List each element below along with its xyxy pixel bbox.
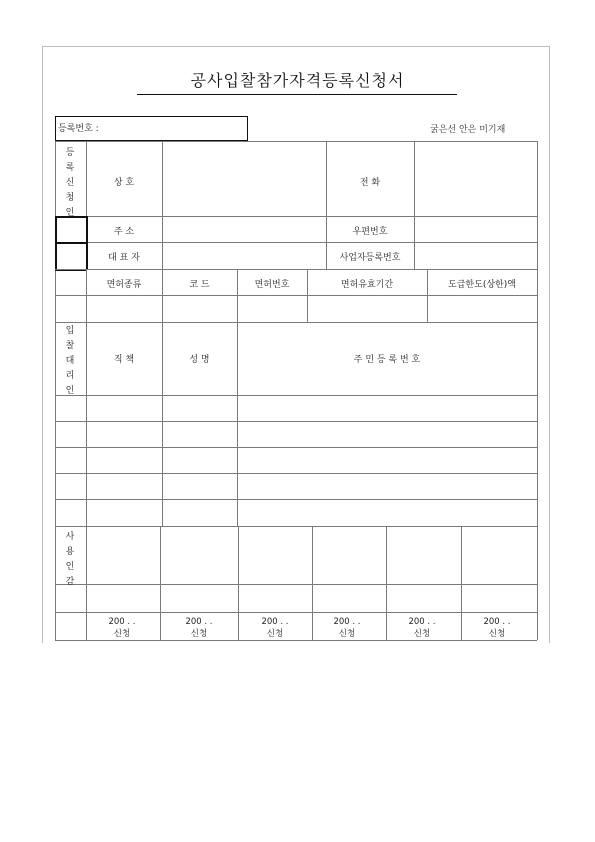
grid-line	[55, 295, 537, 296]
agent-resident-no-header: 주 민 등 록 번 호	[353, 355, 421, 365]
seal-label-char: 감	[65, 577, 75, 587]
agent-position-header: 직 책	[113, 355, 135, 365]
seal-apply: 신청	[413, 629, 431, 639]
grid-line	[55, 526, 537, 527]
grid-line	[55, 141, 537, 142]
grid-line	[312, 526, 313, 640]
grid-line	[55, 499, 537, 500]
seal-date: 200 . .	[108, 617, 136, 627]
representative-label: 대 표 자	[108, 253, 140, 263]
seal-apply: 신청	[338, 629, 356, 639]
seal-date-cell	[467, 617, 527, 639]
license-number-header: 면허번호	[254, 280, 290, 290]
seal-apply: 신청	[266, 629, 284, 639]
seal-apply: 신청	[113, 629, 131, 639]
grid-line	[55, 473, 537, 474]
grid-line	[86, 216, 537, 217]
seal-date-cell	[392, 617, 452, 639]
applicant-label-char: 록	[65, 163, 75, 173]
applicant-label-char: 청	[65, 193, 75, 203]
grid-line	[55, 216, 57, 269]
seal-apply: 신청	[190, 629, 208, 639]
grid-line	[55, 395, 537, 396]
seal-date-cell	[245, 617, 305, 639]
grid-line	[386, 526, 387, 640]
registration-number-label: 등록번호 :	[58, 124, 99, 134]
seal-label-char: 사	[65, 532, 75, 542]
grid-line	[55, 421, 537, 422]
applicant-label-char: 인	[65, 208, 75, 218]
title-underline	[137, 94, 457, 95]
applicant-vertical-label	[63, 146, 77, 221]
grid-line	[55, 640, 537, 641]
postal-code-label: 우편번호	[352, 227, 388, 237]
seal-label-char: 용	[65, 547, 75, 557]
registration-number-box	[55, 116, 248, 141]
phone-label: 전 화	[359, 178, 381, 188]
license-validity-header: 면허유효기간	[340, 280, 394, 290]
grid-line	[86, 526, 87, 640]
seal-date-cell	[317, 617, 377, 639]
agent-label-char: 찰	[65, 341, 75, 351]
grid-line	[55, 612, 537, 613]
bold-line-note: 굵은선 안은 미기재	[430, 125, 506, 135]
agent-label-char: 리	[65, 371, 75, 381]
business-reg-no-label: 사업자등록번호	[339, 253, 401, 263]
agent-label-char: 인	[65, 386, 75, 396]
seal-label-char: 인	[65, 562, 75, 572]
seal-date-cell	[169, 617, 229, 639]
address-label: 주 소	[113, 227, 135, 237]
seal-date: 200 . .	[333, 617, 361, 627]
license-code-header: 코 드	[189, 280, 210, 290]
agent-label-char: 대	[65, 356, 75, 366]
seal-date: 200 . .	[483, 617, 511, 627]
contract-limit-header: 도급한도(상한)액	[448, 280, 516, 290]
agent-vertical-label	[63, 324, 77, 399]
grid-line	[55, 584, 537, 585]
grid-line	[55, 447, 537, 448]
license-type-header: 면허종류	[106, 280, 142, 290]
grid-line	[162, 141, 163, 269]
applicant-label-char: 등	[65, 148, 75, 158]
grid-line	[414, 141, 415, 269]
grid-line	[55, 322, 537, 323]
trade-name-label: 상 호	[113, 178, 135, 188]
agent-name-header: 성 명	[189, 355, 210, 365]
seal-date: 200 . .	[408, 617, 436, 627]
grid-line	[55, 242, 86, 244]
grid-line	[86, 242, 537, 243]
grid-line	[461, 526, 462, 640]
grid-line	[160, 526, 161, 640]
form-title: 공사입찰참가자격등록신청서	[190, 71, 405, 90]
seal-vertical-label	[63, 530, 77, 590]
grid-line	[238, 526, 239, 640]
seal-apply: 신청	[488, 629, 506, 639]
seal-date: 200 . .	[185, 617, 213, 627]
seal-date-cell	[92, 617, 152, 639]
applicant-label-char: 신	[65, 178, 75, 188]
agent-label-char: 입	[65, 326, 75, 336]
grid-line	[537, 141, 538, 640]
seal-date: 200 . .	[261, 617, 289, 627]
grid-line	[55, 269, 537, 270]
